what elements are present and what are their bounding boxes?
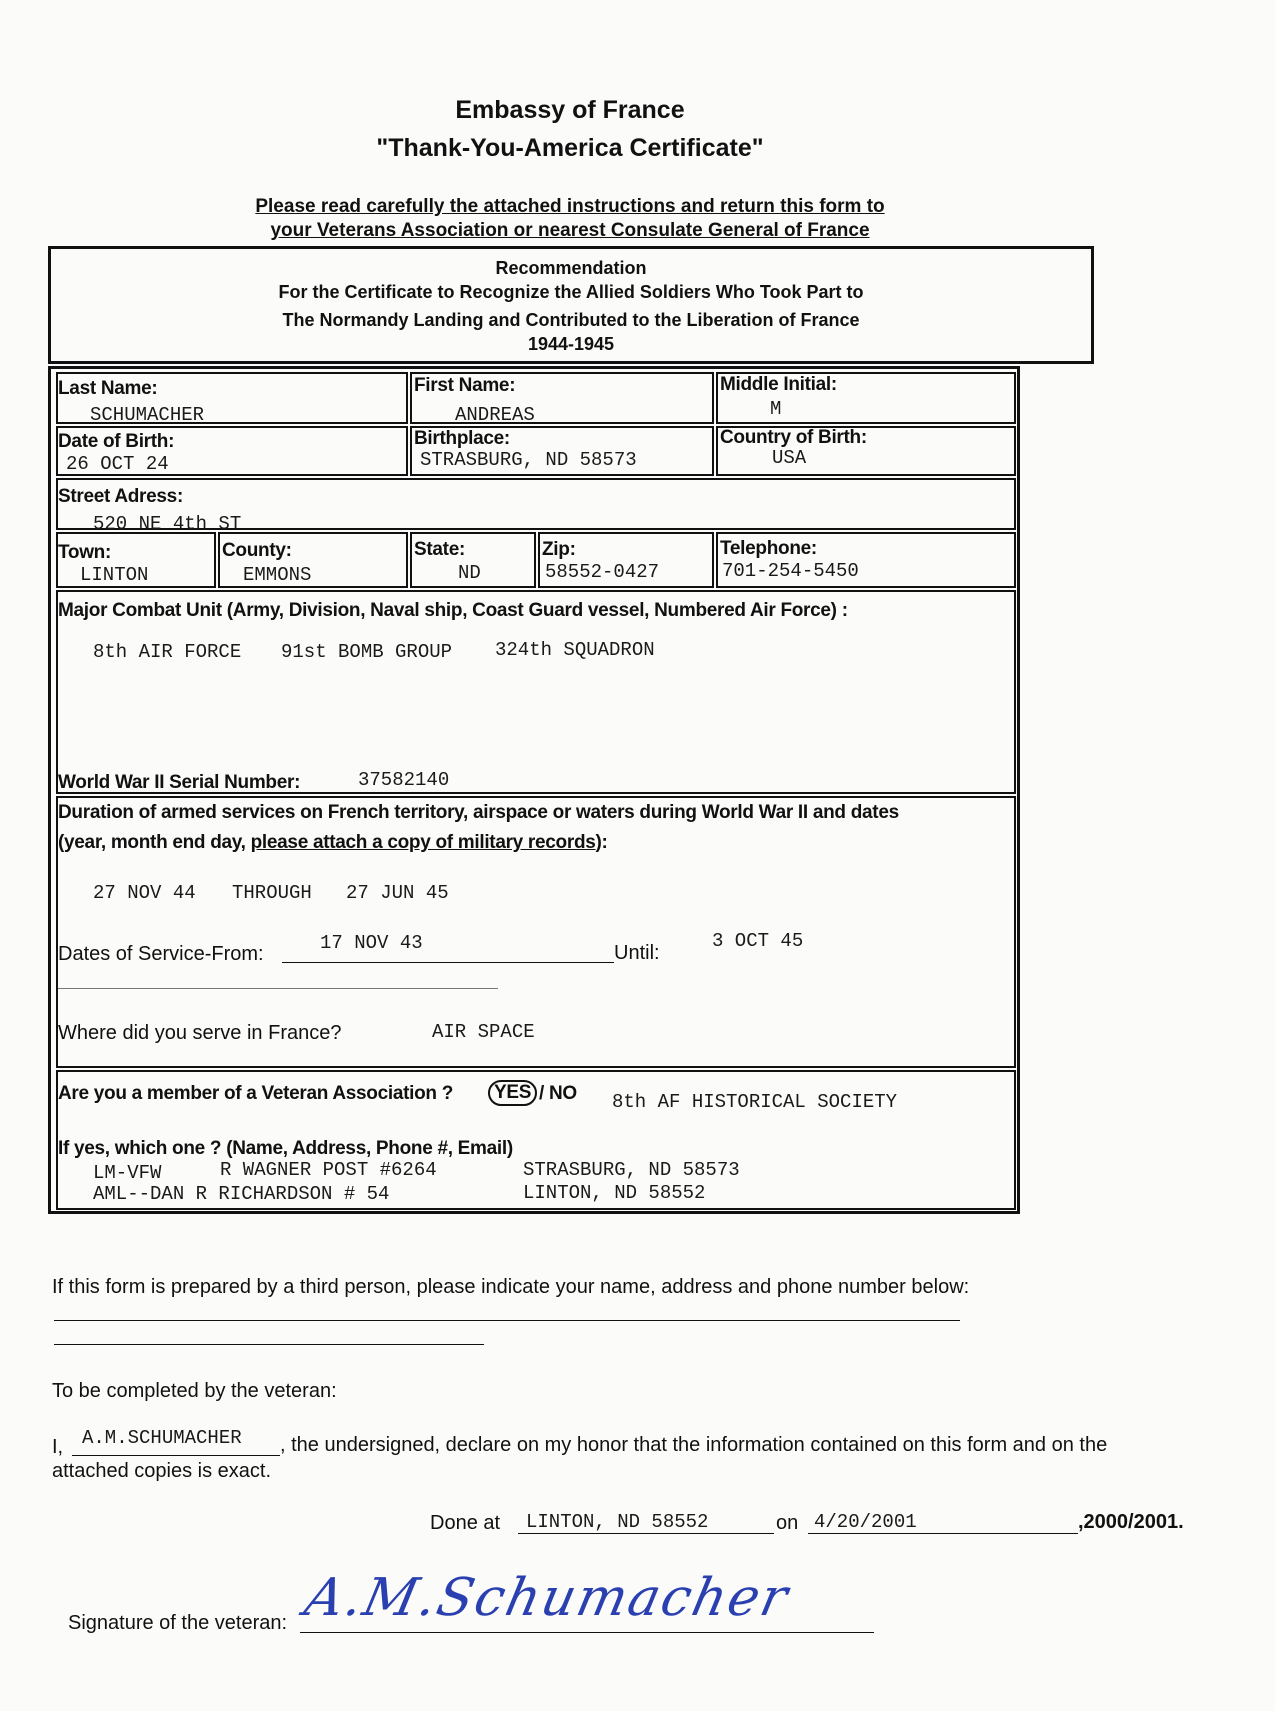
- where-served-value[interactable]: AIR SPACE: [432, 1021, 535, 1043]
- first-name-label: First Name:: [414, 375, 516, 396]
- duration-label-1: Duration of armed services on French territory, airspace or waters during World War II and dates: [58, 802, 899, 823]
- state-label: State:: [414, 539, 465, 560]
- where-served-label: Where did you serve in France?: [58, 1022, 342, 1044]
- zip-label: Zip:: [542, 539, 576, 560]
- recommendation-heading: Recommendation: [495, 258, 647, 278]
- no-option[interactable]: / NO: [539, 1083, 577, 1104]
- county-label: County:: [222, 540, 292, 561]
- duration-through: THROUGH: [232, 882, 312, 904]
- signature-line[interactable]: [300, 1632, 874, 1633]
- birthplace-label: Birthplace:: [414, 428, 510, 449]
- street-address-label: Street Adress:: [58, 486, 183, 507]
- service-from-line[interactable]: [282, 962, 614, 963]
- combat-unit-value-1: 8th AIR FORCE: [93, 641, 242, 663]
- association-row2-org: AML--DAN R RICHARDSON # 54: [93, 1183, 390, 1205]
- third-person-line-2[interactable]: [54, 1344, 484, 1345]
- association-row1-name: R WAGNER POST #6264: [220, 1159, 437, 1181]
- declaration-text-2: attached copies is exact.: [52, 1460, 272, 1482]
- country-of-birth-label: Country of Birth:: [720, 427, 867, 448]
- until-value[interactable]: 3 OCT 45: [712, 930, 804, 952]
- last-name-label: Last Name:: [58, 378, 158, 399]
- declaration-text: , the undersigned, declare on my honor that the information contained on this form and on the: [280, 1434, 1108, 1456]
- serial-number-value[interactable]: 37582140: [358, 769, 450, 791]
- service-from-label: Dates of Service-From:: [58, 943, 264, 965]
- date-of-birth-label: Date of Birth:: [58, 431, 175, 452]
- yes-option-circled[interactable]: YES: [488, 1080, 537, 1106]
- date-value: 4/20/2001: [814, 1511, 917, 1533]
- which-association-label: If yes, which one ? (Name, Address, Phone #, Email): [58, 1138, 513, 1159]
- recommendation-years: 1944-1945: [527, 334, 615, 354]
- declaration-name: A.M.SCHUMACHER: [82, 1427, 242, 1449]
- third-person-line-1[interactable]: [54, 1320, 960, 1321]
- association-row1-org: LM-VFW: [93, 1162, 162, 1184]
- state-value: ND: [458, 562, 481, 584]
- duration-label-2: (year, month end day, please attach a copy of military records):: [58, 832, 608, 853]
- last-name-value: SCHUMACHER: [90, 404, 205, 426]
- until-label: Until:: [614, 942, 660, 964]
- certificate-title: "Thank-You-America Certificate": [376, 134, 764, 162]
- association-row1-address: STRASBURG, ND 58573: [523, 1159, 740, 1181]
- zip-value: 58552-0427: [545, 561, 660, 583]
- combat-unit-value-3: 324th SQUADRON: [495, 639, 655, 661]
- on-label: on: [776, 1512, 799, 1534]
- duration-from-date: 27 NOV 44: [93, 882, 196, 904]
- middle-initial-value: M: [770, 398, 782, 420]
- veteran-signature: A.M.Schumacher: [299, 1568, 795, 1628]
- embassy-title: Embassy of France: [455, 96, 685, 124]
- declaration-prefix: I,: [52, 1436, 64, 1458]
- country-of-birth-value: USA: [772, 447, 807, 469]
- year-text: ,2000/2001.: [1078, 1511, 1184, 1533]
- done-at-label: Done at: [430, 1512, 501, 1534]
- combat-unit-value-2: 91st BOMB GROUP: [281, 641, 453, 663]
- instruction-line-1: Please read carefully the attached instructions and return this form to: [255, 196, 885, 217]
- duration-to-date: 27 JUN 45: [346, 882, 449, 904]
- street-address-value: 520 NE 4th ST: [93, 513, 242, 535]
- association-row2-address: LINTON, ND 58552: [523, 1182, 706, 1204]
- county-value: EMMONS: [243, 564, 312, 586]
- veteran-heading: To be completed by the veteran:: [52, 1380, 337, 1402]
- association-answer: 8th AF HISTORICAL SOCIETY: [612, 1091, 898, 1113]
- service-extra-line: [58, 988, 498, 989]
- signature-label: Signature of the veteran:: [68, 1612, 288, 1634]
- service-from-value: 17 NOV 43: [320, 932, 423, 954]
- town-label: Town:: [58, 542, 112, 563]
- town-value: LINTON: [80, 564, 149, 586]
- instruction-line-2: your Veterans Association or nearest Consulate General of France: [270, 220, 870, 241]
- recommendation-line-3: The Normandy Landing and Contributed to the Liberation of France: [282, 310, 860, 330]
- middle-initial-label: Middle Initial:: [720, 374, 837, 395]
- declaration-name-line[interactable]: [72, 1455, 280, 1456]
- done-at-line[interactable]: [518, 1533, 774, 1534]
- combat-unit-label: Major Combat Unit (Army, Division, Naval ship, Coast Guard vessel, Numbered Air Force) :: [58, 600, 848, 621]
- telephone-label: Telephone:: [720, 538, 817, 559]
- done-at-value: LINTON, ND 58552: [526, 1511, 709, 1533]
- telephone-value: 701-254-5450: [722, 560, 859, 582]
- association-question: Are you a member of a Veteran Association ?: [58, 1083, 454, 1104]
- date-of-birth-value: 26 OCT 24: [66, 453, 169, 475]
- third-person-instruction: If this form is prepared by a third person, please indicate your name, address and phone number below:: [52, 1276, 970, 1298]
- date-line[interactable]: [808, 1533, 1078, 1534]
- recommendation-line-2: For the Certificate to Recognize the Allied Soldiers Who Took Part to: [278, 282, 864, 302]
- serial-number-label: World War II Serial Number:: [58, 772, 301, 793]
- birthplace-value: STRASBURG, ND 58573: [420, 449, 637, 471]
- first-name-value: ANDREAS: [455, 404, 535, 426]
